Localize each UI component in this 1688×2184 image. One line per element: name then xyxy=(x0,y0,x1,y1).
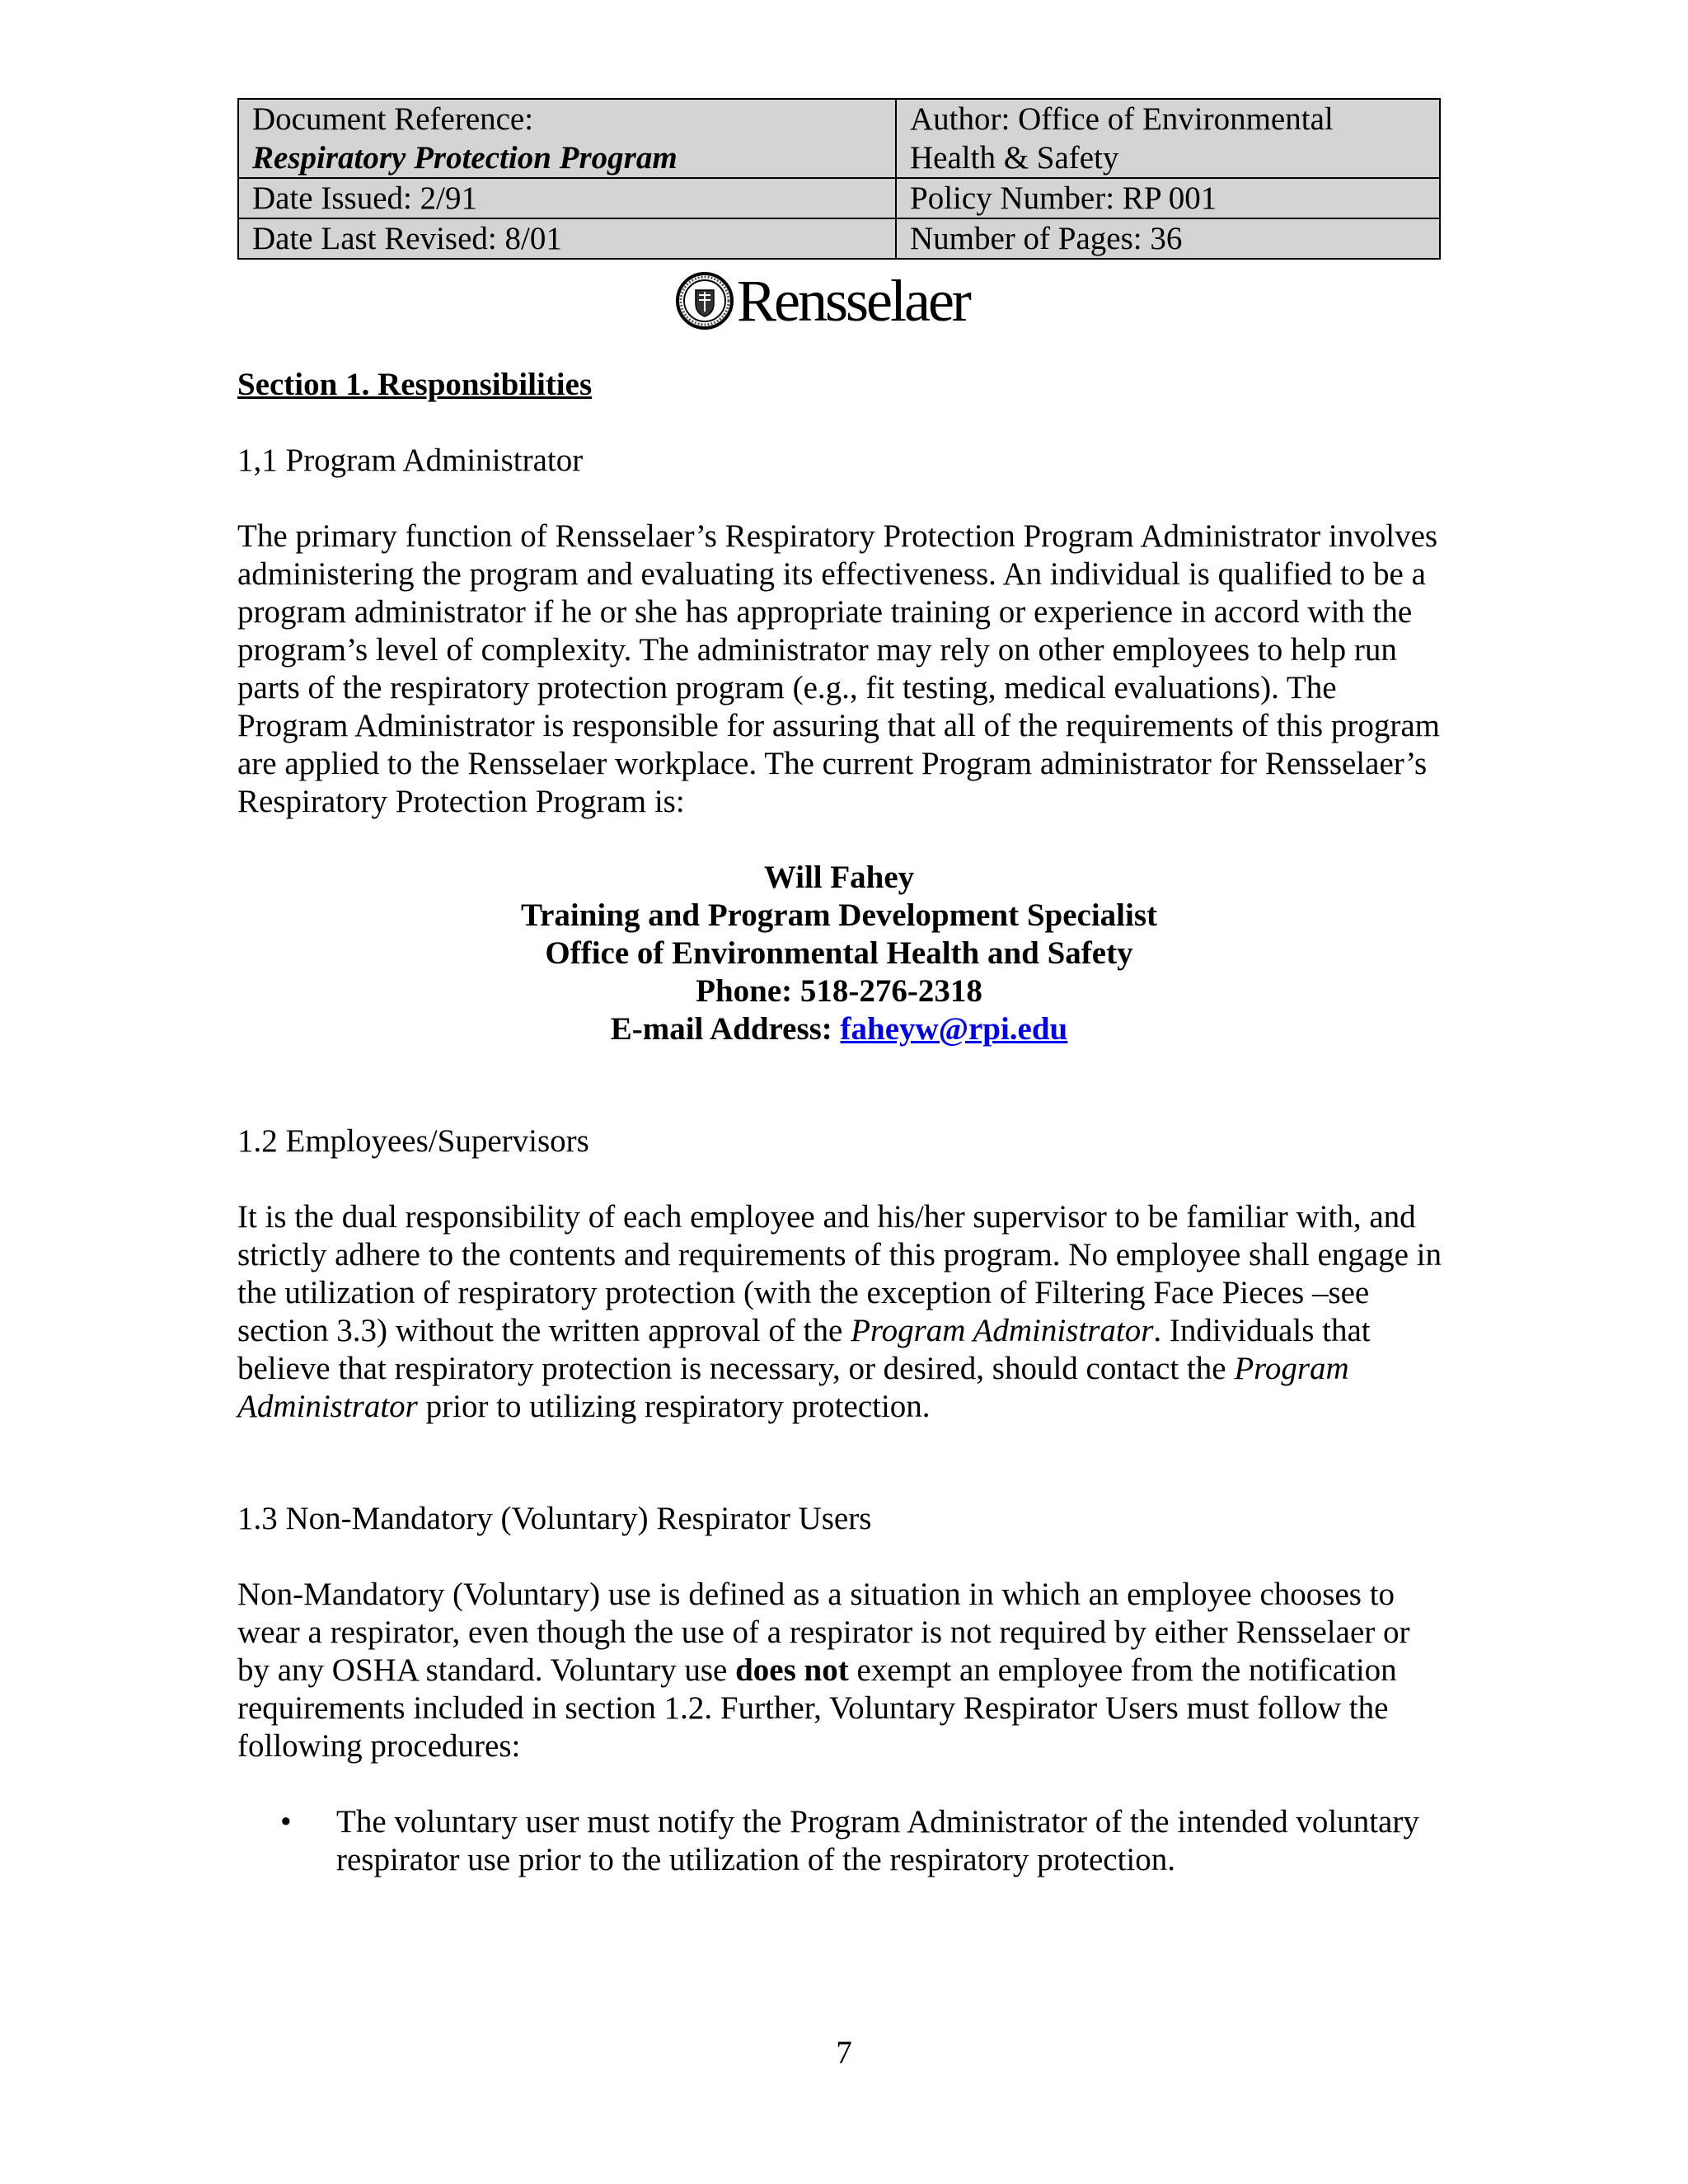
doc-reference-cell xyxy=(238,99,896,178)
contact-phone: Phone: 518-276-2318 xyxy=(696,973,982,1009)
contact-office: Office of Environmental Health and Safety xyxy=(545,935,1133,971)
date-issued-cell: Date Issued: 2/91 xyxy=(238,178,896,218)
subsection-1-2-heading: 1.2 Employees/Supervisors xyxy=(237,1123,589,1159)
rensselaer-wordmark: Rensselaer xyxy=(737,268,969,334)
bullet-text: The voluntary user must notify the Program Administrator of the intended voluntary respirator use prior to the utilization of the respiratory protection. xyxy=(336,1804,1419,1877)
subsection-1-3-paragraph: Non-Mandatory (Voluntary) use is defined as a situation in which an employee chooses to wear a respirator, even though the use of a respirator is not required by either Rensselaer or by any OSHA standard. Voluntary use does not exempt an employee from the notification requirements included in section 1.2. Further, Voluntary Respirator Users must follow the following procedures: xyxy=(237,1577,1410,1764)
rensselaer-seal-icon xyxy=(676,272,734,330)
author-cell: Author: Office of Environmental Health & Safety xyxy=(896,99,1440,178)
section-heading: Section 1. Responsibilities xyxy=(237,367,593,402)
subsection-1-1-paragraph: The primary function of Rensselaer’s Respiratory Protection Program Administrator involves administering the program and evaluating its effectiveness. An individual is qualified to be a program administrator if he or she has appropriate training or experience in accord with the program’s level of complexity. The administrator may rely on other employees to help run parts of the respiratory protection program (e.g., fit testing, medical evaluations). The Program Administrator is responsible for assuring that all of the requirements of this program are applied to the Rensselaer workplace. The current Program administrator for Rensselaer’s Respiratory Protection Program is: xyxy=(237,518,1440,819)
contact-name: Will Fahey xyxy=(763,860,915,895)
email-label: E-mail Address: xyxy=(610,1011,841,1047)
doc-reference-title: Respiratory Protection Program xyxy=(252,140,678,176)
contact-email-line xyxy=(237,1010,1441,1048)
page-number: 7 xyxy=(836,2035,852,2070)
policy-number-cell: Policy Number: RP 001 xyxy=(896,178,1440,218)
program-administrator-emphasis: Program Administrator xyxy=(851,1313,1154,1348)
bullet-icon: • xyxy=(280,1804,292,1840)
does-not-emphasis: does not xyxy=(735,1652,849,1688)
subsection-1-2-paragraph: It is the dual responsibility of each employee and his/her supervisor to be familiar with, and strictly adhere to the contents and requirements of this program. No employee shall engage in the utilization of respiratory protection (with the exception of Filtering Face Pieces –see section 3.3) without the written approval of the Program Administrator. Individuals that believe that respiratory protection is necessary, or desired, should contact the Program Administrator prior to utilizing respiratory protection. xyxy=(237,1199,1442,1424)
doc-reference-label: Document Reference: xyxy=(252,101,534,137)
subsection-1-1-heading: 1,1 Program Administrator xyxy=(237,443,584,478)
number-of-pages-cell: Number of Pages: 36 xyxy=(896,218,1440,259)
contact-block xyxy=(237,859,1441,1048)
contact-title: Training and Program Development Specialist xyxy=(520,898,1158,933)
document-header-table xyxy=(237,98,1441,260)
email-link[interactable]: faheyw@rpi.edu xyxy=(840,1011,1068,1047)
date-revised-cell: Date Last Revised: 8/01 xyxy=(238,218,896,259)
program-administrator-emphasis: Program Administrator xyxy=(237,1351,1349,1424)
subsection-1-3-heading: 1.3 Non-Mandatory (Voluntary) Respirator Users xyxy=(237,1501,872,1536)
rensselaer-logo xyxy=(676,268,969,334)
